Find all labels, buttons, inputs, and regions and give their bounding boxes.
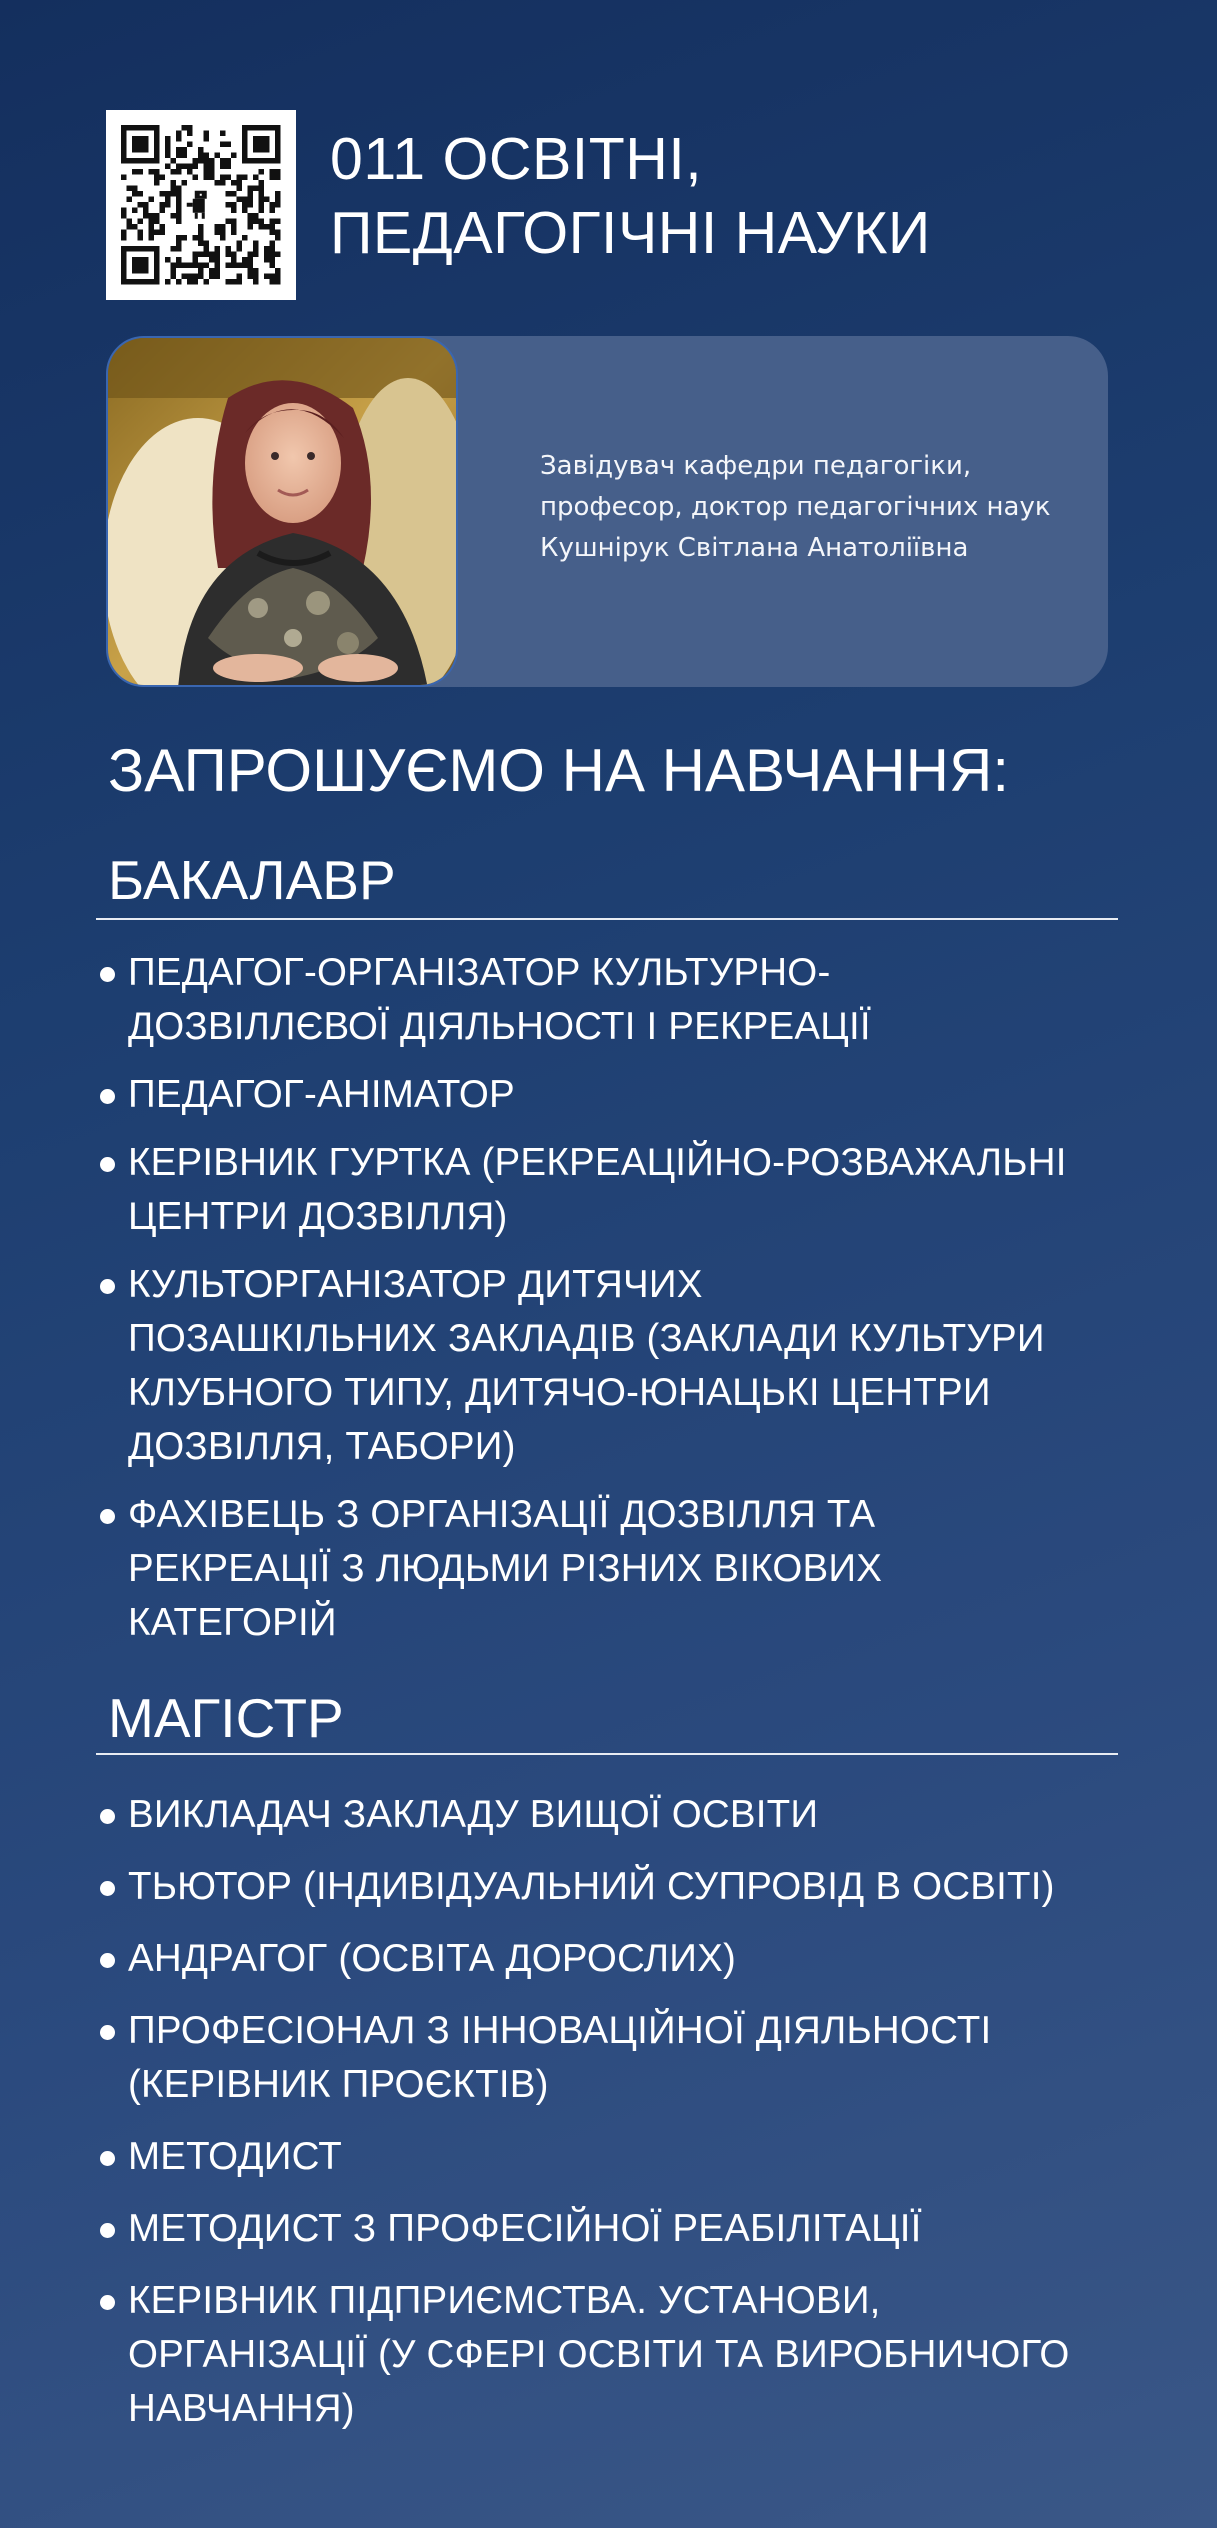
list-item-line: КЕРІВНИК ПІДПРИЄМСТВА. УСТАНОВИ,: [128, 2279, 881, 2322]
list-item: [96, 2004, 1136, 2112]
list-item-line: ВИКЛАДАЧ ЗАКЛАДУ ВИЩОЇ ОСВІТИ: [128, 1793, 819, 1836]
list-item: [96, 2274, 1136, 2436]
invite-heading: ЗАПРОШУЄМО НА НАВЧАННЯ:: [108, 737, 1009, 804]
list-item-line: НАВЧАННЯ): [128, 2387, 355, 2430]
list-item: [96, 1258, 1136, 1474]
list-item-line: ФАХІВЕЦЬ З ОРГАНІЗАЦІЇ ДОЗВІЛЛЯ ТА: [128, 1493, 876, 1536]
qr-code-graphic: [106, 110, 296, 300]
portrait-image: [108, 338, 458, 687]
profile-caption: [540, 446, 1100, 569]
list-item-line: АНДРАГОГ (ОСВІТА ДОРОСЛИХ): [128, 1937, 737, 1980]
list-item-line: КЕРІВНИК ГУРТКА (РЕКРЕАЦІЙНО-РОЗВАЖАЛЬНІ: [128, 1141, 1067, 1184]
master-list: [96, 1788, 1136, 2454]
list-item-line: ПЕДАГОГ-АНІМАТОР: [128, 1073, 515, 1116]
list-item-line: ДОЗВІЛЛЄВОЇ ДІЯЛЬНОСТІ І РЕКРЕАЦІЇ: [128, 1005, 871, 1048]
bachelor-list: [96, 946, 1136, 1664]
list-item-line: ПРОФЕСІОНАЛ З ІННОВАЦІЙНОЇ ДІЯЛЬНОСТІ: [128, 2009, 992, 2052]
title-line-1: 011 ОСВІТНІ,: [330, 126, 703, 192]
profile-name: Кушнірук Світлана Анатоліївна: [540, 533, 969, 563]
profile-photo: [106, 336, 458, 687]
qr-code[interactable]: [106, 110, 296, 300]
list-item: [96, 1932, 1136, 1986]
title-line-2: ПЕДАГОГІЧНІ НАУКИ: [330, 200, 931, 266]
profile-degree: професор, доктор педагогічних наук: [540, 492, 1051, 522]
list-item-line: МЕТОДИСТ З ПРОФЕСІЙНОЇ РЕАБІЛІТАЦІЇ: [128, 2207, 922, 2250]
page-title: [330, 122, 1150, 270]
list-item: [96, 1860, 1136, 1914]
master-divider: [96, 1753, 1118, 1755]
list-item-line: РЕКРЕАЦІЇ З ЛЮДЬМИ РІЗНИХ ВІКОВИХ: [128, 1547, 883, 1590]
list-item-line: ПЕДАГОГ-ОРГАНІЗАТОР КУЛЬТУРНО-: [128, 951, 831, 994]
list-item: [96, 1068, 1136, 1122]
list-item-line: ДОЗВІЛЛЯ, ТАБОРИ): [128, 1425, 516, 1468]
list-item-line: МЕТОДИСТ: [128, 2135, 343, 2178]
bachelor-divider: [96, 918, 1118, 920]
bachelor-heading: БАКАЛАВР: [108, 849, 396, 911]
list-item-line: КАТЕГОРІЙ: [128, 1601, 337, 1644]
list-item: [96, 1788, 1136, 1842]
list-item-line: ПОЗАШКІЛЬНИХ ЗАКЛАДІВ (ЗАКЛАДИ КУЛЬТУРИ: [128, 1317, 1045, 1360]
list-item-line: (КЕРІВНИК ПРОЄКТІВ): [128, 2063, 549, 2106]
list-item-line: КУЛЬТОРГАНІЗАТОР ДИТЯЧИХ: [128, 1263, 703, 1306]
list-item-line: КЛУБНОГО ТИПУ, ДИТЯЧО-ЮНАЦЬКІ ЦЕНТРИ: [128, 1371, 991, 1414]
master-heading: МАГІСТР: [108, 1687, 344, 1749]
list-item: [96, 2202, 1136, 2256]
list-item: [96, 1136, 1136, 1244]
list-item: [96, 946, 1136, 1054]
list-item: [96, 2130, 1136, 2184]
list-item: [96, 1488, 1136, 1650]
list-item-line: ТЬЮТОР (ІНДИВІДУАЛЬНИЙ СУПРОВІД В ОСВІТІ): [128, 1865, 1055, 1908]
list-item-line: ОРГАНІЗАЦІЇ (У СФЕРІ ОСВІТИ ТА ВИРОБНИЧОГО: [128, 2333, 1070, 2376]
profile-position: Завідувач кафедри педагогіки,: [540, 451, 972, 481]
list-item-line: ЦЕНТРИ ДОЗВІЛЛЯ): [128, 1195, 508, 1238]
